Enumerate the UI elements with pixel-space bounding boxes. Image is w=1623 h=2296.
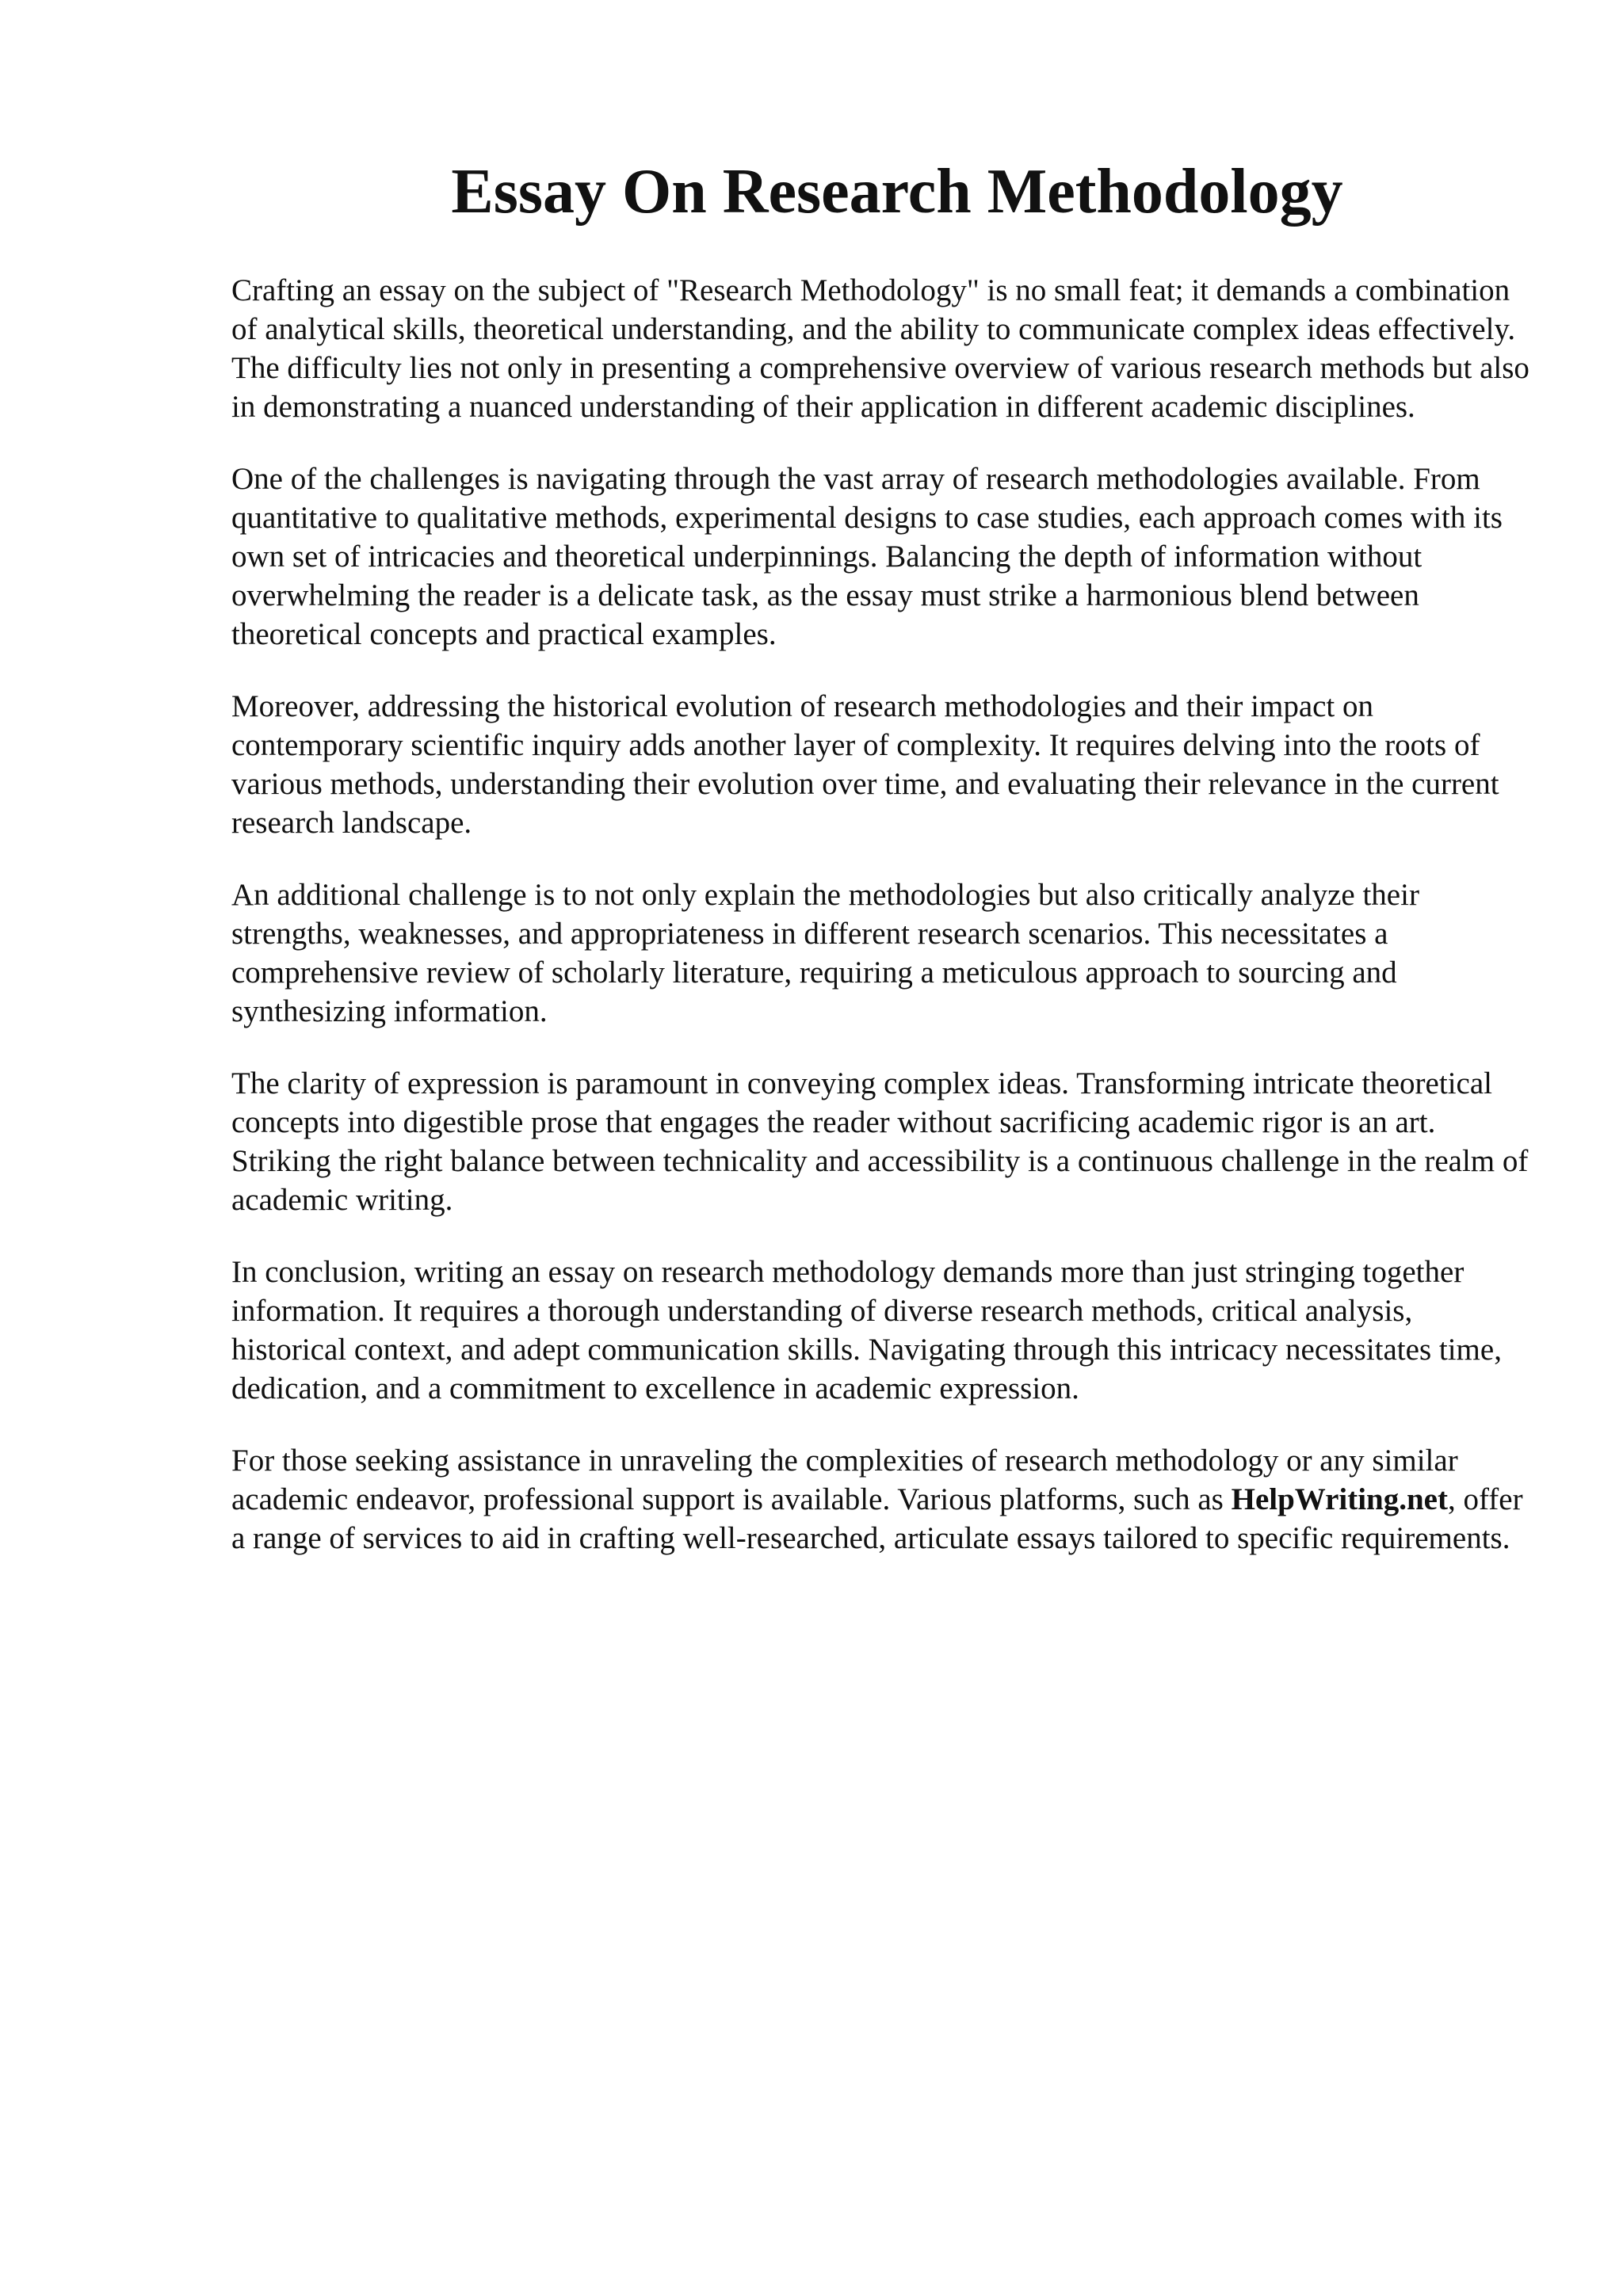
- paragraph-3: Moreover, addressing the historical evolution of research methodologies and their impact on contemporary scientific inquiry adds another layer of complexity. It requires delving into the roots of various methods, understanding their evolution over time, and evaluating their relevance in the current research landscape.: [231, 689, 1499, 840]
- brand-name: HelpWriting.net: [1231, 1482, 1448, 1516]
- closing-text-before: For those seeking assistance in unraveling the complexities of research methodology or any similar academic endeavor, professional support is available. Various platforms, such as: [231, 1444, 1458, 1516]
- closing-text-after: , offer a range of services to aid in crafting well-researched, articulate essays tailored to specific requirements.: [231, 1482, 1523, 1555]
- paragraph-5: The clarity of expression is paramount in conveying complex ideas. Transforming intricate theoretical concepts into digestible prose that engages the reader without sacrificing academic rigor is an art. Striking the right balance between technicality and accessibility is a continuous challenge in the realm of academic writing.: [231, 1066, 1529, 1217]
- document-body: [231, 151, 1531, 1591]
- paragraph-1: Crafting an essay on the subject of "Research Methodology" is no small feat; it demands a combination of analytical skills, theoretical understanding, and the ability to communicate complex ideas effectively. The difficulty lies not only in presenting a comprehensive overview of various research methods but also in demonstrating a nuanced understanding of their application in different academic disciplines.: [231, 273, 1529, 424]
- paragraph-6: In conclusion, writing an essay on research methodology demands more than just stringing together information. It requires a thorough understanding of diverse research methods, critical analysis, historical context, and adept communication skills. Navigating through this intricacy necessitates time, dedication, and a commitment to excellence in academic expression.: [231, 1255, 1502, 1405]
- closing-paragraph: [231, 1441, 1531, 1558]
- page-title: Essay On Research Methodology: [451, 157, 1343, 227]
- paragraph-2: One of the challenges is navigating through the vast array of research methodologies available. From quantitative to qualitative methods, experimental designs to case studies, each approach comes with its own set of intricacies and theoretical underpinnings. Balancing the depth of information without overwhelming the reader is a delicate task, as the essay must strike a harmonious blend between theoretical concepts and practical examples.: [231, 462, 1503, 651]
- paragraph-4: An additional challenge is to not only explain the methodologies but also critically analyze their strengths, weaknesses, and appropriateness in different research scenarios. This necessitates a comprehensive review of scholarly literature, requiring a meticulous approach to sourcing and synthesizing information.: [231, 878, 1419, 1028]
